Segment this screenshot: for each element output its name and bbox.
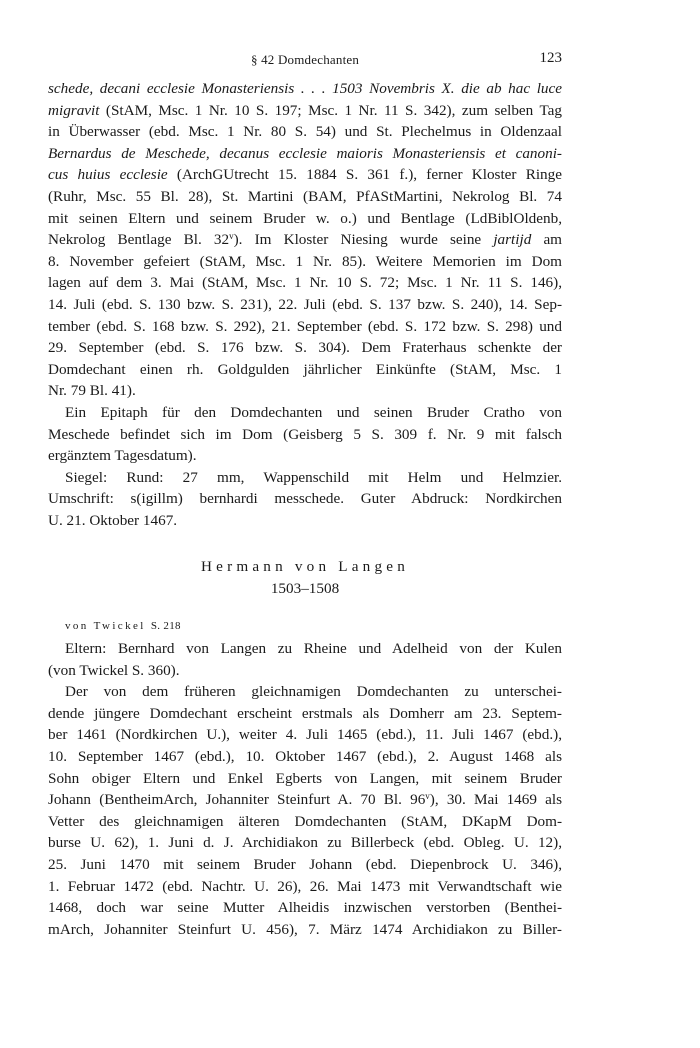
text-line: dende jüngere Domdechant erscheint erstmals als Domherr am 23. Septem- <box>48 704 562 722</box>
text-line: 14. Juli (ebd. S. 130 bzw. S. 231), 22. Juli (ebd. S. 137 bzw. S. 240), 14. Sep- <box>48 295 562 313</box>
text-line: 8. November gefeiert (StAM, Msc. 1 Nr. 85). Weitere Memorien im Dom <box>48 252 562 270</box>
body-text-entry <box>48 638 562 940</box>
text-line: Ein Epitaph für den Domdechanten und seinen Bruder Cratho von <box>65 403 562 421</box>
text-line: Johann (BentheimArch, Johanniter Steinfurt A. 70 Bl. 96$^v$), 30. Mai 1469 als <box>48 791 562 809</box>
text-line: 29. September (ebd. S. 176 bzw. S. 304). Dem Fraterhaus schenkte der <box>48 339 562 357</box>
entry-heading <box>48 556 562 599</box>
text-line: ber 1461 (Nordkirchen U.), weiter 4. Juli 1465 (ebd.), 11. Juli 1467 (ebd.), <box>48 726 562 744</box>
running-title: § 42 Domdechanten <box>250 52 360 67</box>
text-line: Der von dem früheren gleichnamigen Domdechanten zu unterschei- <box>65 683 562 701</box>
reference-line <box>65 620 181 632</box>
text-line: Sohn obiger Eltern und Enkel Egberts von Langen, mit seinem Bruder <box>48 769 562 787</box>
text-line: in Überwasser (ebd. Msc. 1 Nr. 80 S. 54) und St. Plechelmus in Oldenzaal <box>48 123 562 141</box>
body-text-top <box>48 78 562 531</box>
text-line: Nr. 79 Bl. 41). <box>48 382 136 400</box>
text-line: tember (ebd. S. 168 bzw. S. 292), 21. September (ebd. S. 172 bzw. S. 298) und <box>48 317 562 335</box>
text-line: U. 21. Oktober 1467. <box>48 511 178 529</box>
text-line: 10. September 1467 (ebd.), 10. Oktober 1467 (ebd.), 2. August 1468 als <box>48 747 562 765</box>
text-line: lagen auf dem 3. Mai (StAM, Msc. 1 Nr. 10 S. 72; Msc. 1 Nr. 11 S. 146), <box>48 274 562 292</box>
text-line: mit seinen Eltern und seinem Bruder w. o.) und Bentlage (LdBiblOldenb, <box>48 209 562 227</box>
text-line: migravit (StAM, Msc. 1 Nr. 10 S. 197; Msc. 1 Nr. 11 S. 342), zum selben Tag <box>48 101 562 119</box>
text-line: 25. Juni 1470 mit seinem Bruder Johann (ebd. Diepenbrock U. 346), <box>48 855 562 873</box>
text-line: burse U. 62), 1. Juni d. J. Archidiakon zu Billerbeck (ebd. Obleg. U. 12), <box>48 834 562 852</box>
text-line: 1. Februar 1472 (ebd. Nachtr. U. 26), 26. Mai 1473 mit Verwandtschaft wie <box>48 877 562 895</box>
text-line: Nekrolog Bentlage Bl. 32$^v$). Im Kloster Niesing wurde seine jartijd am <box>48 231 562 249</box>
text-line: Eltern: Bernhard von Langen zu Rheine und Adelheid von der Kulen <box>65 640 562 657</box>
text-line: Umschrift: s(igillm) bernhardi messchede. Guter Abdruck: Nordkirchen <box>48 490 562 508</box>
entry-dates: 1503–1508 <box>270 579 340 597</box>
reference-label: von Twickel <box>65 620 146 632</box>
text-line: (Ruhr, Msc. 55 Bl. 28), St. Martini (BAM, PfAStMartini, Nekrolog Bl. 74 <box>48 187 562 205</box>
text-line: Siegel: Rund: 27 mm, Wappenschild mit Helm und Helmzier. <box>65 468 562 486</box>
text-line: schede, decani ecclesie Monasteriensis . . . 1503 Novembris X. die ab hac luce <box>48 80 562 97</box>
text-line: 1468, doch war seine Mutter Alheidis inzwischen verstorben (Benthei- <box>48 899 562 917</box>
text-line: ergänztem Tagesdatum). <box>48 447 197 465</box>
text-line: mArch, Johanniter Steinfurt U. 456), 7. März 1474 Archidiakon zu Biller- <box>48 920 562 938</box>
running-head <box>48 52 562 72</box>
entry-name: Hermann von Langen <box>200 558 410 575</box>
text-line: Meschede befindet sich im Dom (Geisberg 5 S. 309 f. Nr. 9 mit falsch <box>48 425 562 443</box>
reference-page: S. 218 <box>150 620 181 632</box>
page-number: 123 <box>539 50 562 66</box>
text-line: Domdechant einen rh. Goldgulden jährlicher Einkünfte (StAM, Msc. 1 <box>48 360 562 378</box>
text-line: (von Twickel S. 360). <box>48 661 180 679</box>
text-line: Bernardus de Meschede, decanus ecclesie maioris Monasteriensis et canoni- <box>48 144 562 162</box>
text-line: Vetter des gleichnamigen älteren Domdechanten (StAM, DKapM Dom- <box>48 812 562 830</box>
text-line: cus huius ecclesie (ArchGUtrecht 15. 1884 S. 361 f.), ferner Kloster Ringe <box>48 166 562 184</box>
